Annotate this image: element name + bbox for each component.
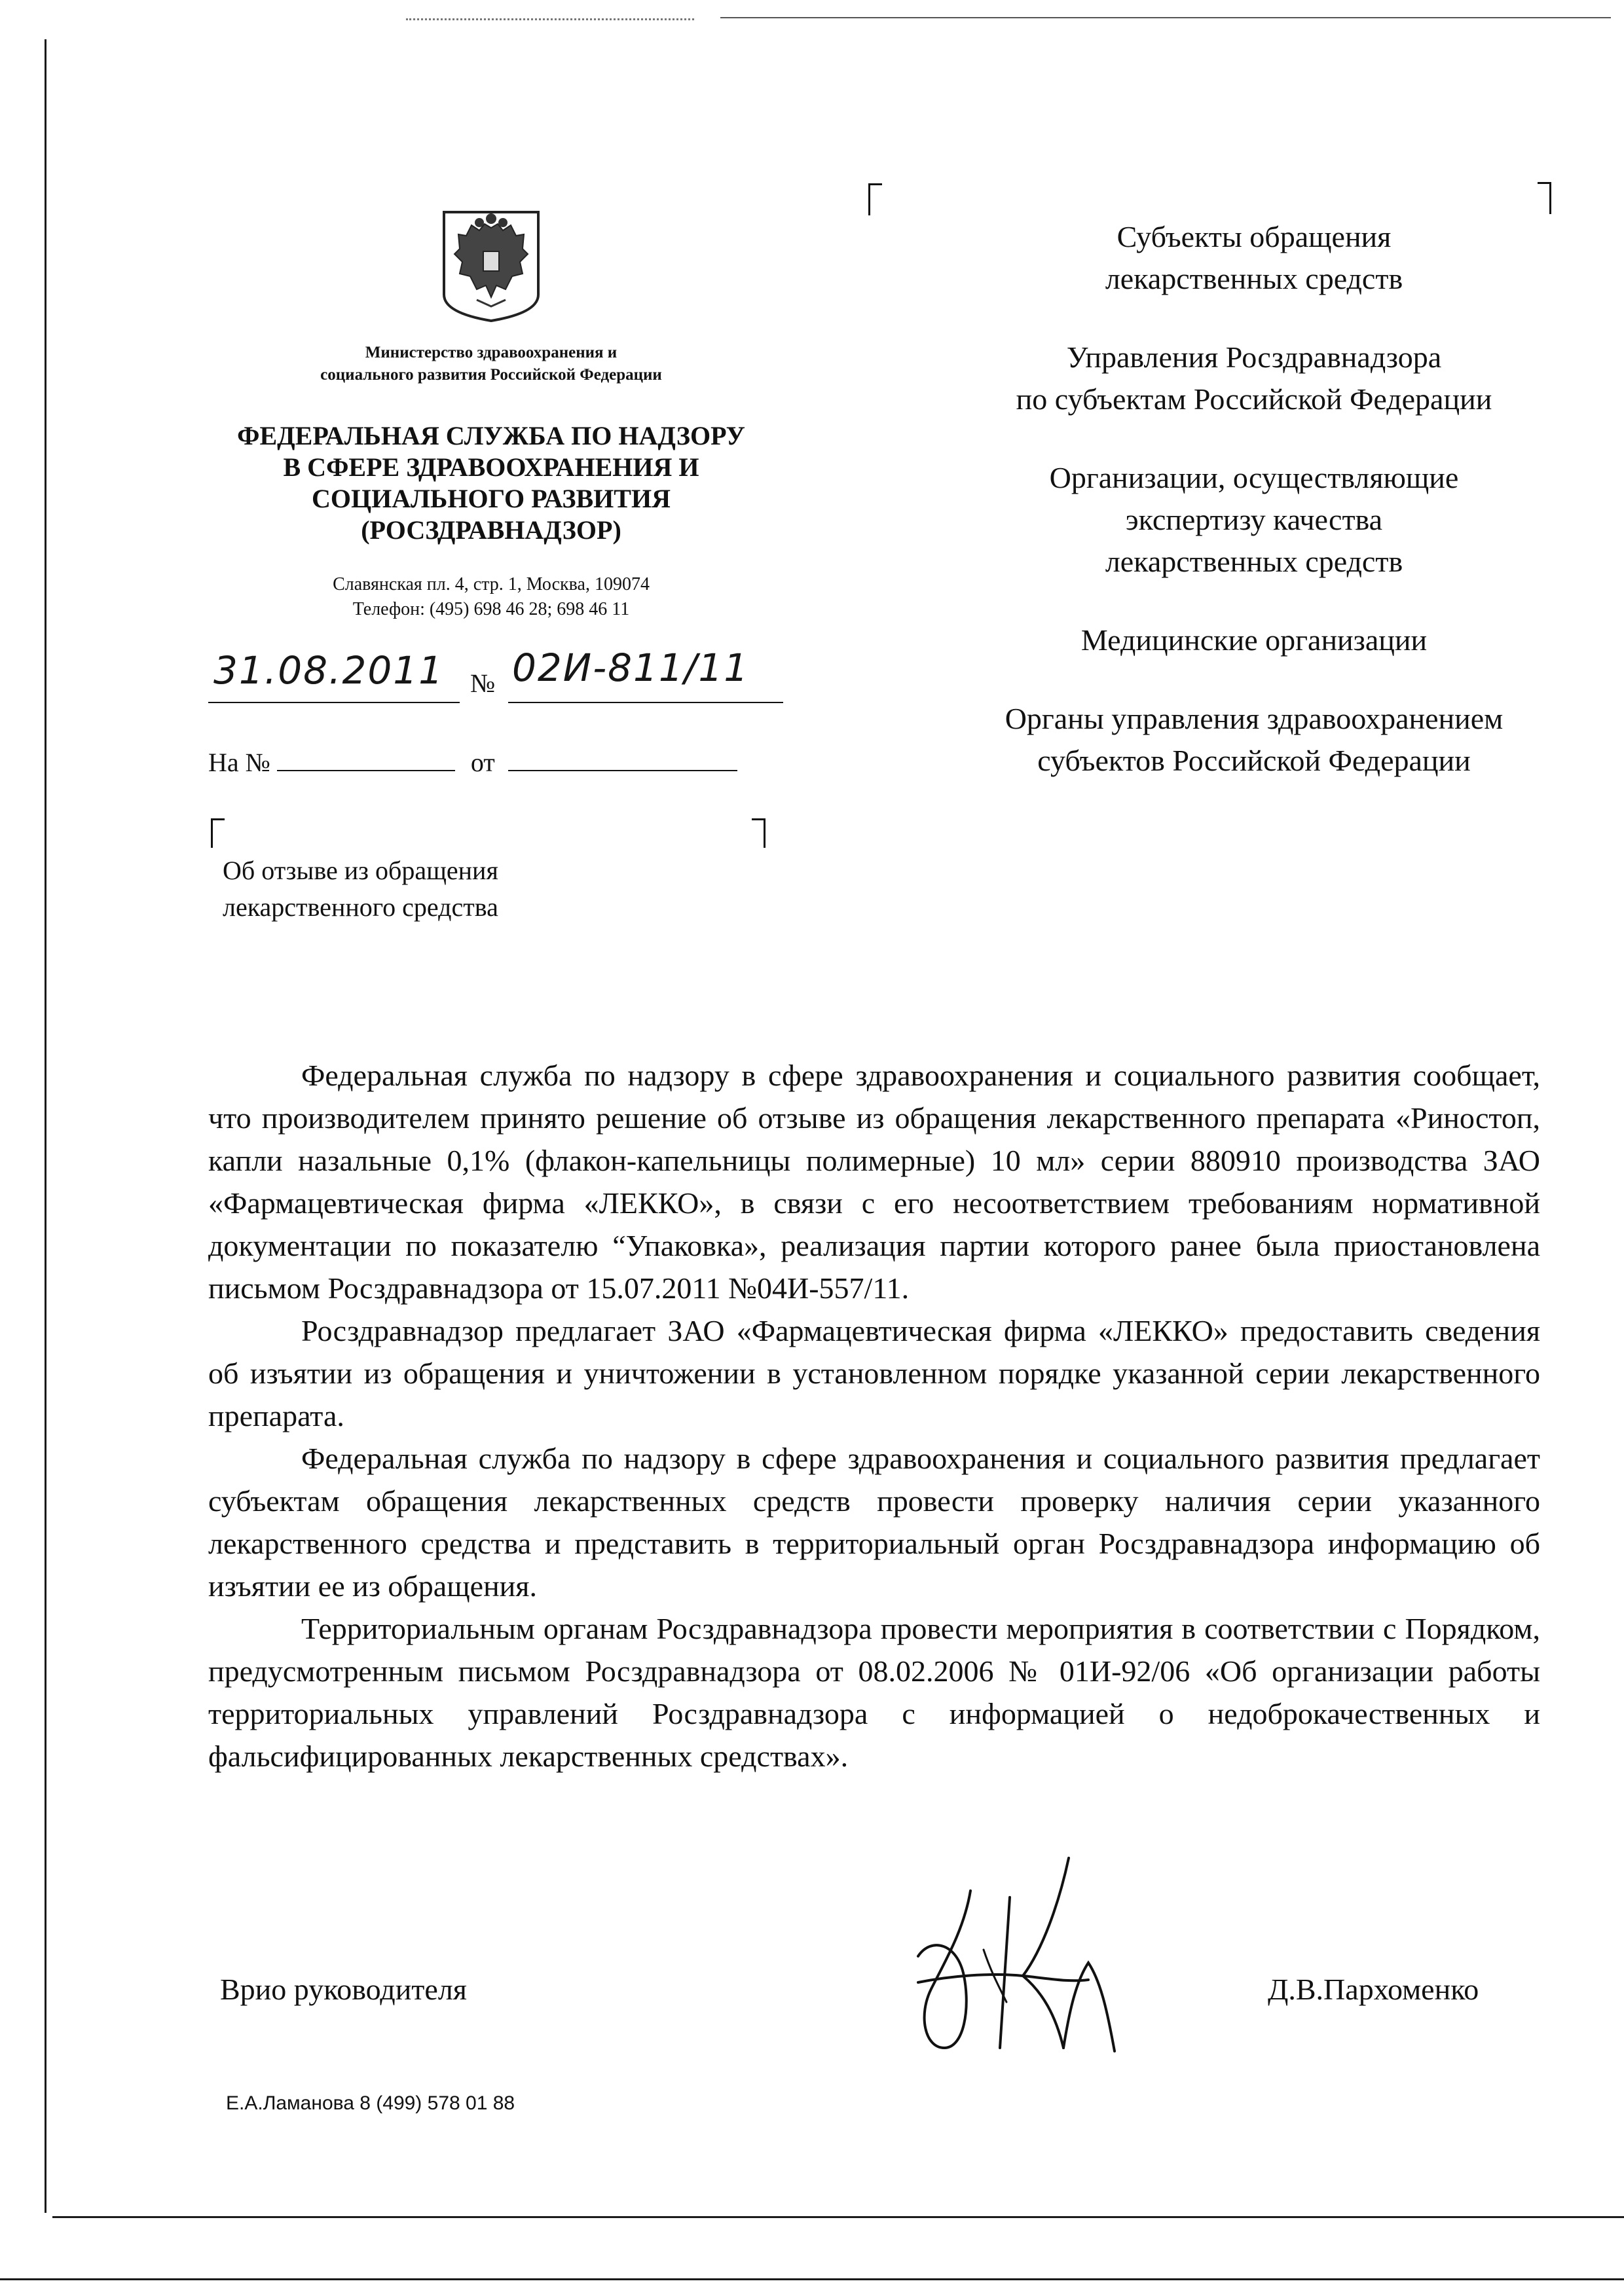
signer-position: Врио руководителя	[220, 1973, 467, 2006]
ministry-line: социального развития Российской Федерации	[320, 366, 662, 384]
handwritten-signature	[892, 1851, 1135, 2061]
recipient-line: лекарственных средств	[1105, 262, 1403, 295]
date-underline	[208, 702, 460, 703]
recipient-line: по субъектам Российской Федерации	[1016, 382, 1492, 416]
letter-subject	[223, 852, 498, 926]
registration-row	[208, 648, 784, 707]
russian-coat-of-arms-emblem	[440, 208, 542, 323]
body-paragraph: Росздравнадзор предлагает ЗАО «Фармацевтическая фирма «ЛЕККО» предоставить сведения об изъятии из обращения и уничтожении в установленном порядке указанной серии лекарственного препарата.	[208, 1314, 1540, 1432]
recipients-corner-left	[868, 183, 882, 215]
recipients-list	[910, 216, 1598, 818]
ref-from-label: от	[470, 748, 495, 777]
subject-corner-right	[752, 818, 766, 848]
registration-date: 31.08.2011	[213, 648, 445, 693]
recipient-line: Медицинские организации	[1080, 623, 1428, 657]
ministry-name	[249, 342, 733, 386]
address: Славянская пл. 4, стр. 1, Москва, 109074	[333, 574, 650, 594]
scan-border-bottom	[52, 2216, 1624, 2218]
ref-date-blank	[508, 746, 737, 771]
ref-number-blank	[277, 746, 455, 771]
signer-name: Д.В.Пархоменко	[1268, 1973, 1479, 2006]
recipient-line: Органы управления здравоохранением	[1005, 702, 1504, 735]
subject-line: лекарственного средства	[223, 892, 498, 922]
ministry-line: Министерство здравоохранения и	[365, 344, 618, 361]
scan-border-top	[720, 17, 1611, 18]
recipient-line: лекарственных средств	[1105, 545, 1403, 578]
body-paragraph: Территориальным органам Росздравнадзора провести мероприятия в соответствии с Порядком, предусмотренным письмом Росздравнадзора от 08.02.2006 № 01И-92/06 «Об организации работы территориальных управлений Росздравнадзора с информацией о недоброкачественных и фальсифицированных лекарственных средствах».	[208, 1612, 1540, 1773]
agency-line: ФЕДЕРАЛЬНАЯ СЛУЖБА ПО НАДЗОРУ	[237, 421, 745, 450]
agency-line: (РОСЗДРАВНАДЗОР)	[361, 515, 621, 545]
scan-dots	[406, 18, 694, 20]
recipient	[910, 337, 1598, 420]
recipient-line: субъектов Российской Федерации	[1037, 744, 1471, 777]
phone: Телефон: (495) 698 46 28; 698 46 11	[352, 599, 630, 619]
executor-contact: Е.А.Ламанова 8 (499) 578 01 88	[226, 2092, 515, 2114]
agency-line: СОЦИАЛЬНОГО РАЗВИТИЯ	[312, 484, 671, 513]
recipient	[910, 698, 1598, 782]
recipient	[910, 619, 1598, 661]
subject-corner-left	[211, 818, 225, 848]
body-paragraph: Федеральная служба по надзору в сфере здравоохранения и социального развития сообщает, что производителем принято решение об отзыве из обращения лекарственного препарата «Риностоп, капли назальные 0,1% (флакон-капельницы полимерные) 10 мл» серии 880910 производства ЗАО «Фармацевтическая фирма «ЛЕККО», в связи с его несоответствием требованиям нормативной документации по показателю “Упаковка», реализация партии которого ранее была приостановлена письмом Росздравнадзора от 15.07.2011 №04И-557/11.	[208, 1059, 1540, 1305]
body-paragraph: Федеральная служба по надзору в сфере здравоохранения и социального развития предлагает субъектам обращения лекарственных средств провести проверку наличия серии указанного лекарственного средства и представить в территориальный орган Росздравнадзора информацию об изъятии ее из обращения.	[208, 1442, 1540, 1603]
number-underline	[508, 702, 783, 703]
recipients-corner-right	[1538, 182, 1551, 214]
recipient-line: экспертизу качества	[1125, 503, 1383, 536]
letter-body	[208, 1054, 1540, 1777]
recipient	[910, 457, 1598, 583]
subject-line: Об отзыве из обращения	[223, 856, 498, 885]
recipient-line: Управления Росздравнадзора	[1066, 340, 1442, 374]
registration-number: 02И-811/11	[512, 646, 750, 690]
agency-contacts	[236, 572, 747, 622]
agency-line: В СФЕРЕ ЗДРАВООХРАНЕНИЯ И	[283, 452, 699, 482]
scan-border-bottom-outer	[0, 2278, 1624, 2280]
recipient-line: Субъекты обращения	[1116, 220, 1392, 253]
ref-number-label: На №	[208, 748, 270, 777]
recipient-line: Организации, осуществляющие	[1049, 461, 1459, 494]
scan-border-left	[45, 39, 46, 2213]
reference-row	[208, 746, 737, 778]
recipient	[910, 216, 1598, 300]
agency-name	[190, 420, 792, 546]
number-sign: №	[470, 668, 496, 698]
